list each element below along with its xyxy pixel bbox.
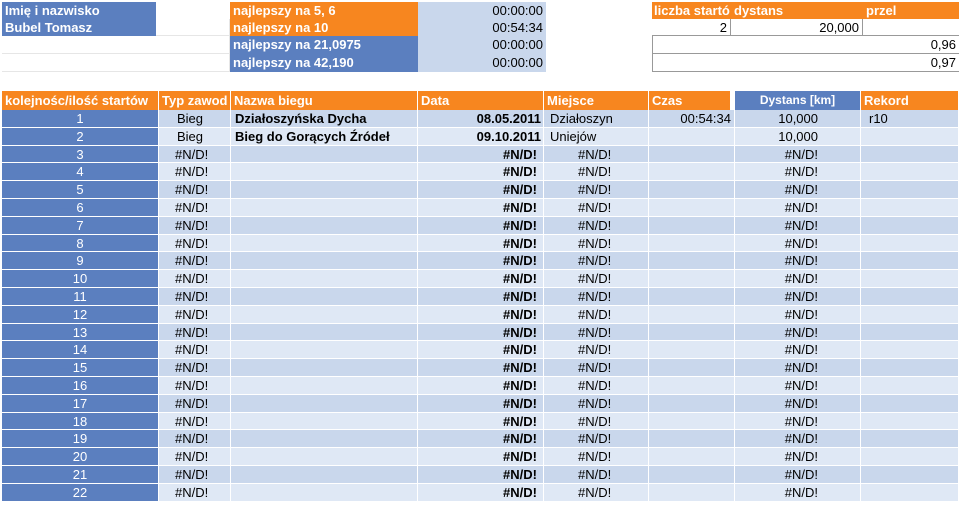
cell-record[interactable] — [861, 466, 959, 484]
cell-place[interactable]: #N/D! — [544, 448, 649, 466]
cell-date[interactable]: #N/D! — [418, 163, 544, 181]
cell-time[interactable]: 00:54:34 — [649, 110, 735, 128]
cell-date[interactable]: #N/D! — [418, 377, 544, 395]
cell-time[interactable] — [649, 377, 735, 395]
cell-order[interactable]: 12 — [2, 306, 159, 324]
cell-time[interactable] — [649, 341, 735, 359]
cell-name[interactable]: Działoszyńska Dycha — [231, 110, 418, 128]
cell-order[interactable]: 14 — [2, 341, 159, 359]
cell-place[interactable]: #N/D! — [544, 395, 649, 413]
cell-type[interactable]: #N/D! — [159, 395, 231, 413]
cell-time[interactable] — [649, 430, 735, 448]
cell-name[interactable] — [231, 341, 418, 359]
przel-label: przel — [863, 2, 959, 19]
cell-name[interactable] — [231, 484, 418, 502]
ratio-2[interactable]: 0,97 — [652, 54, 959, 72]
cell-date[interactable]: 08.05.2011 — [418, 110, 544, 128]
cell-date[interactable]: 09.10.2011 — [418, 128, 544, 146]
cell-record[interactable] — [861, 306, 959, 324]
cell-time[interactable] — [649, 270, 735, 288]
cell-order[interactable]: 11 — [2, 288, 159, 306]
summary-empty-3 — [156, 19, 230, 36]
cell-type[interactable]: #N/D! — [159, 448, 231, 466]
cell-name[interactable] — [231, 395, 418, 413]
cell-record[interactable] — [861, 181, 959, 199]
cell-order[interactable]: 2 — [2, 128, 159, 146]
cell-distance[interactable]: 10,000 — [735, 128, 861, 146]
cell-type[interactable]: #N/D! — [159, 181, 231, 199]
cell-time[interactable] — [649, 128, 735, 146]
cell-distance[interactable]: #N/D! — [735, 448, 861, 466]
cell-distance[interactable]: #N/D! — [735, 217, 861, 235]
cell-date[interactable]: #N/D! — [418, 413, 544, 431]
cell-name[interactable] — [231, 430, 418, 448]
cell-type[interactable]: #N/D! — [159, 324, 231, 342]
cell-name[interactable] — [231, 466, 418, 484]
cell-record[interactable] — [861, 252, 959, 270]
cell-order[interactable]: 3 — [2, 146, 159, 164]
cell-distance[interactable]: #N/D! — [735, 341, 861, 359]
name-label: Imię i nazwisko — [2, 2, 156, 19]
cell-record[interactable]: r10 — [861, 110, 959, 128]
cell-date[interactable]: #N/D! — [418, 395, 544, 413]
cell-time[interactable] — [649, 324, 735, 342]
header-order[interactable]: kolejnośc/ilość startów — [2, 91, 159, 110]
cell-date[interactable]: #N/D! — [418, 306, 544, 324]
cell-distance[interactable]: #N/D! — [735, 199, 861, 217]
cell-type[interactable]: Bieg — [159, 128, 231, 146]
best-label-1: najlepszy na 5, 6 — [230, 2, 418, 19]
cell-type[interactable]: Bieg — [159, 110, 231, 128]
cell-time[interactable] — [649, 146, 735, 164]
cell-date[interactable]: #N/D! — [418, 235, 544, 253]
cell-date[interactable]: #N/D! — [418, 448, 544, 466]
best-label-2: najlepszy na 10 — [230, 19, 418, 36]
cell-type[interactable]: #N/D! — [159, 270, 231, 288]
cell-date[interactable]: #N/D! — [418, 199, 544, 217]
cell-record[interactable] — [861, 163, 959, 181]
starts-label: liczba startó — [654, 3, 730, 18]
cell-distance[interactable]: #N/D! — [735, 484, 861, 502]
cell-order[interactable]: 19 — [2, 430, 159, 448]
cell-distance[interactable]: #N/D! — [735, 395, 861, 413]
cell-time[interactable] — [649, 413, 735, 431]
cell-record[interactable] — [861, 413, 959, 431]
cell-place[interactable]: #N/D! — [544, 199, 649, 217]
cell-order[interactable]: 15 — [2, 359, 159, 377]
cell-order[interactable]: 7 — [2, 217, 159, 235]
cell-record[interactable] — [861, 484, 959, 502]
cell-distance[interactable]: #N/D! — [735, 288, 861, 306]
cell-order[interactable]: 16 — [2, 377, 159, 395]
cell-time[interactable] — [649, 163, 735, 181]
cell-distance[interactable]: #N/D! — [735, 146, 861, 164]
cell-date[interactable]: #N/D! — [418, 466, 544, 484]
cell-record[interactable] — [861, 341, 959, 359]
cell-time[interactable] — [649, 181, 735, 199]
cell-place[interactable]: #N/D! — [544, 270, 649, 288]
cell-time[interactable] — [649, 306, 735, 324]
cell-record[interactable] — [861, 395, 959, 413]
cell-name[interactable] — [231, 288, 418, 306]
cell-date[interactable]: #N/D! — [418, 288, 544, 306]
cell-date[interactable]: #N/D! — [418, 324, 544, 342]
cell-order[interactable]: 6 — [2, 199, 159, 217]
cell-place[interactable]: #N/D! — [544, 163, 649, 181]
cell-type[interactable]: #N/D! — [159, 377, 231, 395]
cell-date[interactable]: #N/D! — [418, 217, 544, 235]
cell-time[interactable] — [649, 359, 735, 377]
cell-record[interactable] — [861, 146, 959, 164]
cell-order[interactable]: 22 — [2, 484, 159, 502]
cell-order[interactable]: 4 — [2, 163, 159, 181]
cell-time[interactable] — [649, 252, 735, 270]
cell-record[interactable] — [861, 448, 959, 466]
cell-record[interactable] — [861, 377, 959, 395]
cell-distance[interactable]: #N/D! — [735, 377, 861, 395]
header-record[interactable]: Rekord — [861, 91, 959, 110]
cell-distance[interactable]: #N/D! — [735, 430, 861, 448]
cell-time[interactable] — [649, 217, 735, 235]
cell-place[interactable]: #N/D! — [544, 252, 649, 270]
ratio-1[interactable]: 0,96 — [652, 36, 959, 54]
cell-time[interactable] — [649, 288, 735, 306]
starts-value[interactable]: 2 — [652, 19, 731, 36]
cell-distance[interactable]: #N/D! — [735, 163, 861, 181]
cell-place[interactable]: #N/D! — [544, 306, 649, 324]
cell-name[interactable] — [231, 217, 418, 235]
cell-place[interactable]: Działoszyn — [544, 110, 649, 128]
cell-distance[interactable]: #N/D! — [735, 413, 861, 431]
cell-name[interactable] — [231, 163, 418, 181]
cell-time[interactable] — [649, 395, 735, 413]
cell-type[interactable]: #N/D! — [159, 430, 231, 448]
cell-type[interactable]: #N/D! — [159, 163, 231, 181]
cell-place[interactable]: #N/D! — [544, 181, 649, 199]
cell-type[interactable]: #N/D! — [159, 359, 231, 377]
cell-order[interactable]: 21 — [2, 466, 159, 484]
cell-order[interactable]: 10 — [2, 270, 159, 288]
cell-date[interactable]: #N/D! — [418, 359, 544, 377]
cell-order[interactable]: 13 — [2, 324, 159, 342]
cell-name[interactable] — [231, 324, 418, 342]
cell-type[interactable]: #N/D! — [159, 146, 231, 164]
cell-record[interactable] — [861, 324, 959, 342]
cell-order[interactable]: 8 — [2, 235, 159, 253]
cell-distance[interactable]: #N/D! — [735, 324, 861, 342]
cell-type[interactable]: #N/D! — [159, 235, 231, 253]
cell-record[interactable] — [861, 270, 959, 288]
cell-place[interactable]: #N/D! — [544, 377, 649, 395]
cell-name[interactable] — [231, 146, 418, 164]
cell-time[interactable] — [649, 466, 735, 484]
cell-place[interactable]: #N/D! — [544, 359, 649, 377]
cell-distance[interactable]: #N/D! — [735, 235, 861, 253]
best-time-4[interactable]: 00:00:00 — [418, 54, 546, 72]
cell-place[interactable]: #N/D! — [544, 217, 649, 235]
cell-type[interactable]: #N/D! — [159, 413, 231, 431]
cell-distance[interactable]: #N/D! — [735, 252, 861, 270]
cell-place[interactable]: #N/D! — [544, 324, 649, 342]
cell-name[interactable] — [231, 448, 418, 466]
header-name[interactable]: Nazwa biegu — [231, 91, 418, 110]
cell-distance[interactable]: #N/D! — [735, 359, 861, 377]
cell-order[interactable]: 18 — [2, 413, 159, 431]
cell-place[interactable]: #N/D! — [544, 466, 649, 484]
cell-name[interactable] — [231, 413, 418, 431]
cell-type[interactable]: #N/D! — [159, 217, 231, 235]
cell-place[interactable]: #N/D! — [544, 288, 649, 306]
cell-date[interactable]: #N/D! — [418, 270, 544, 288]
cell-order[interactable]: 17 — [2, 395, 159, 413]
cell-order[interactable]: 1 — [2, 110, 159, 128]
cell-place[interactable]: #N/D! — [544, 430, 649, 448]
cell-place[interactable]: Uniejów — [544, 128, 649, 146]
distance-label: dystans — [731, 2, 863, 19]
header-date[interactable]: Data — [418, 91, 544, 110]
cell-name[interactable] — [231, 377, 418, 395]
name-value[interactable]: Bubel Tomasz — [2, 19, 156, 36]
cell-type[interactable]: #N/D! — [159, 466, 231, 484]
cell-distance[interactable]: #N/D! — [735, 270, 861, 288]
cell-place[interactable]: #N/D! — [544, 413, 649, 431]
cell-type[interactable]: #N/D! — [159, 252, 231, 270]
cell-name[interactable] — [231, 306, 418, 324]
przel-value[interactable] — [863, 19, 959, 36]
best-time-1[interactable]: 00:00:00 — [418, 2, 546, 19]
cell-time[interactable] — [649, 199, 735, 217]
cell-name[interactable] — [231, 359, 418, 377]
cell-record[interactable] — [861, 359, 959, 377]
cell-date[interactable]: #N/D! — [418, 484, 544, 502]
distance-value[interactable]: 20,000 — [731, 19, 863, 36]
cell-name[interactable] — [231, 270, 418, 288]
cell-name[interactable]: Bieg do Gorących Źródeł — [231, 128, 418, 146]
best-label-3: najlepszy na 21,0975 — [230, 36, 418, 54]
cell-type[interactable]: #N/D! — [159, 484, 231, 502]
cell-record[interactable] — [861, 199, 959, 217]
cell-name[interactable] — [231, 235, 418, 253]
header-type[interactable]: Typ zawod — [159, 91, 231, 110]
cell-distance[interactable]: 10,000 — [735, 110, 861, 128]
cell-record[interactable] — [861, 430, 959, 448]
cell-date[interactable]: #N/D! — [418, 252, 544, 270]
cell-time[interactable] — [649, 235, 735, 253]
cell-type[interactable]: #N/D! — [159, 306, 231, 324]
cell-order[interactable]: 5 — [2, 181, 159, 199]
cell-date[interactable]: #N/D! — [418, 341, 544, 359]
cell-time[interactable] — [649, 448, 735, 466]
cell-type[interactable]: #N/D! — [159, 288, 231, 306]
cell-type[interactable]: #N/D! — [159, 199, 231, 217]
best-time-2[interactable]: 00:54:34 — [418, 19, 546, 36]
cell-order[interactable]: 9 — [2, 252, 159, 270]
summary-empty-2 — [2, 54, 230, 72]
cell-distance[interactable]: #N/D! — [735, 306, 861, 324]
header-place[interactable]: Miejsce — [544, 91, 649, 110]
cell-type[interactable]: #N/D! — [159, 341, 231, 359]
cell-date[interactable]: #N/D! — [418, 181, 544, 199]
cell-distance[interactable]: #N/D! — [735, 466, 861, 484]
summary-empty-1 — [2, 36, 230, 54]
cell-place[interactable]: #N/D! — [544, 341, 649, 359]
cell-time[interactable] — [649, 484, 735, 502]
best-label-4: najlepszy na 42,190 — [230, 54, 418, 72]
cell-name[interactable] — [231, 199, 418, 217]
cell-record[interactable] — [861, 288, 959, 306]
cell-place[interactable]: #N/D! — [544, 484, 649, 502]
header-distance[interactable]: Dystans [km] — [735, 91, 861, 110]
header-time[interactable]: Czas — [649, 91, 731, 110]
cell-distance[interactable]: #N/D! — [735, 181, 861, 199]
cell-place[interactable]: #N/D! — [544, 235, 649, 253]
cell-record[interactable] — [861, 128, 959, 146]
cell-place[interactable]: #N/D! — [544, 146, 649, 164]
best-time-3[interactable]: 00:00:00 — [418, 36, 546, 54]
cell-order[interactable]: 20 — [2, 448, 159, 466]
cell-record[interactable] — [861, 217, 959, 235]
cell-date[interactable]: #N/D! — [418, 146, 544, 164]
cell-name[interactable] — [231, 252, 418, 270]
cell-date[interactable]: #N/D! — [418, 430, 544, 448]
cell-record[interactable] — [861, 235, 959, 253]
cell-name[interactable] — [231, 181, 418, 199]
